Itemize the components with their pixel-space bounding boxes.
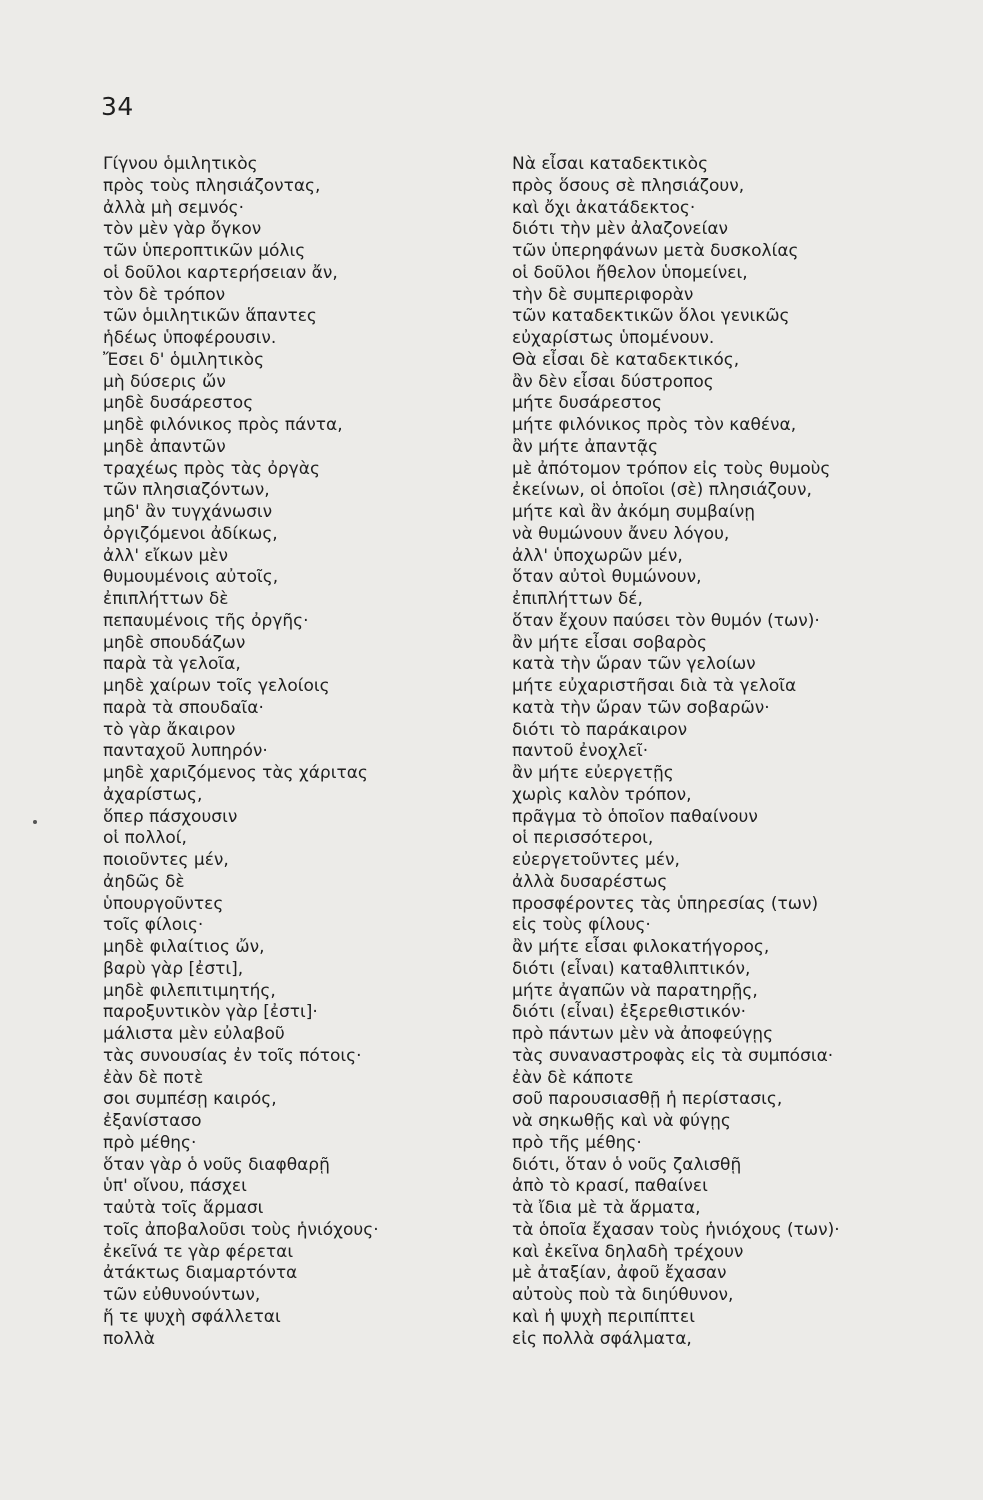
verse-line: τῶν εὐθυνούντων, — [103, 1285, 261, 1305]
modern-greek-column — [512, 154, 932, 1350]
verse-line: ὀργιζόμενοι ἀδίκως, — [103, 523, 278, 544]
verse-line: ποιοῦντες μέν, — [103, 850, 229, 870]
verse-line: τὰ ἴδια μὲ τὰ ἅρματα, — [512, 1198, 701, 1218]
verse-line: μηδὲ ἀπαντῶν — [103, 436, 226, 457]
verse-line: μηδὲ χαίρων τοῖς γελοίοις — [103, 676, 330, 696]
verse-line: ἐκείνων, οἱ ὁποῖοι (σὲ) πλησιάζουν, — [512, 480, 812, 501]
verse-line: νὰ σηκωθῇς καὶ νὰ φύγῃς — [512, 1111, 731, 1131]
verse-line: μηδὲ φιλαίτιος ὤν, — [103, 937, 265, 957]
verse-line: ἐὰν δὲ ποτὲ — [103, 1067, 204, 1088]
verse-line: ἀτάκτως διαμαρτόντα — [103, 1263, 298, 1284]
verse-line: τῶν ὑπερηφάνων μετὰ δυσκολίας — [512, 241, 799, 261]
verse-line: ὅταν ἔχουν παύσει τὸν θυμόν (των)· — [512, 610, 820, 631]
verse-line: ἀλλ' εἴκων μὲν — [103, 545, 229, 566]
verse-line: παρὰ τὰ γελοῖα, — [103, 654, 241, 675]
verse-line: σοῦ παρουσιασθῇ ἡ περίστασις, — [512, 1089, 783, 1110]
verse-line: ἀλλὰ μὴ σεμνός· — [103, 197, 244, 218]
verse-line: τοῖς φίλοις· — [103, 915, 204, 936]
verse-line: Ἔσει δ' ὁμιλητικὸς — [103, 349, 265, 370]
verse-line: καὶ ἡ ψυχὴ περιπίπτει — [512, 1306, 695, 1327]
verse-line: παροξυντικὸν γὰρ [ἐστι]· — [103, 1002, 318, 1023]
verse-line: καὶ ἐκεῖνα δηλαδὴ τρέχουν — [512, 1241, 744, 1262]
verse-line: ἐπιπλήττων δέ, — [512, 589, 643, 609]
verse-line: κατὰ τὴν ὥραν τῶν γελοίων — [512, 654, 756, 675]
verse-line: πρὸ πάντων μὲν νὰ ἀποφεύγῃς — [512, 1024, 774, 1044]
verse-line: ἐπιπλήττων δὲ — [103, 589, 229, 609]
verse-line: διότι (εἶναι) ἐξερεθιστικόν· — [512, 1002, 747, 1023]
verse-line: τὰς συνουσίας ἐν τοῖς πότοις· — [103, 1045, 362, 1066]
verse-line: μάλιστα μὲν εὐλαβοῦ — [103, 1024, 285, 1044]
verse-line: ἥ τε ψυχὴ σφάλλεται — [103, 1306, 281, 1327]
verse-line: ἀλλὰ δυσαρέστως — [512, 871, 668, 892]
verse-line: πρὸς τοὺς πλησιάζοντας, — [103, 175, 321, 196]
verse-line: μήτε καὶ ἂν ἀκόμη συμβαίνῃ — [512, 502, 756, 522]
verse-line: ὑπ' οἴνου, πάσχει — [103, 1176, 247, 1197]
verse-line: τῶν ὁμιλητικῶν ἅπαντες — [103, 306, 317, 327]
verse-line: οἱ πολλοί, — [103, 828, 187, 849]
verse-line: τὰς συναναστροφὰς εἰς τὰ συμπόσια· — [512, 1045, 834, 1066]
verse-line: τὸν μὲν γὰρ ὄγκον — [103, 219, 262, 240]
verse-line: οἱ περισσότεροι, — [512, 828, 654, 849]
verse-line: ὅταν αὐτοὶ θυμώνουν, — [512, 567, 702, 588]
verse-line: πεπαυμένοις τῆς ὀργῆς· — [103, 610, 309, 631]
verse-line: ἀηδῶς δὲ — [103, 871, 185, 892]
verse-line: ἀπὸ τὸ κρασί, παθαίνει — [512, 1176, 708, 1197]
verse-line: ἂν μήτε εἶσαι σοβαρὸς — [512, 632, 708, 653]
verse-line: εἰς τοὺς φίλους· — [512, 915, 651, 936]
verse-line: αὐτοὺς ποὺ τὰ διηύθυνον, — [512, 1285, 734, 1305]
verse-line: μήτε εὐχαριστῆσαι διὰ τὰ γελοῖα — [512, 676, 797, 696]
verse-line: τῶν καταδεκτικῶν ὅλοι γενικῶς — [512, 306, 790, 327]
verse-line: τραχέως πρὸς τὰς ὀργὰς — [103, 458, 320, 479]
verse-line: Νὰ εἶσαι καταδεκτικὸς — [512, 154, 709, 174]
verse-line: πανταχοῦ λυπηρόν· — [103, 741, 268, 762]
verse-line: ὅπερ πάσχουσιν — [103, 806, 238, 827]
verse-line: μὲ ἀταξίαν, ἀφοῦ ἔχασαν — [512, 1263, 727, 1284]
verse-line: τὰ ὁποῖα ἔχασαν τοὺς ἡνιόχους (των)· — [512, 1219, 840, 1240]
verse-line: ἂν δὲν εἶσαι δύστροπος — [512, 371, 714, 392]
verse-line: προσφέροντες τὰς ὑπηρεσίας (των) — [512, 893, 819, 914]
verse-line: νὰ θυμώνουν ἄνευ λόγου, — [512, 523, 730, 544]
verse-line: πρὸς ὅσους σὲ πλησιάζουν, — [512, 175, 745, 196]
verse-line: ἐξανίστασο — [103, 1111, 202, 1131]
verse-line: τῶν πλησιαζόντων, — [103, 480, 270, 501]
verse-line: μὴ δύσερις ὤν — [103, 371, 226, 392]
verse-line: Θὰ εἶσαι δὲ καταδεκτικός, — [512, 349, 740, 370]
page-number: 34 — [101, 92, 134, 121]
verse-line: διότι (εἶναι) καταθλιπτικόν, — [512, 958, 751, 979]
verse-line: τὴν δὲ συμπεριφορὰν — [512, 284, 694, 305]
verse-line: μὲ ἀπότομον τρόπον εἰς τοὺς θυμοὺς — [512, 458, 831, 479]
verse-line: πρὸ μέθης· — [103, 1132, 197, 1153]
margin-speck — [33, 820, 37, 824]
verse-line: πολλὰ — [103, 1328, 155, 1349]
verse-line: οἱ δοῦλοι καρτερήσειαν ἄν, — [103, 262, 338, 283]
verse-line: παρὰ τὰ σπουδαῖα· — [103, 697, 264, 718]
verse-line: σοι συμπέσῃ καιρός, — [103, 1089, 277, 1110]
verse-line: μήτε ἀγαπῶν νὰ παρατηρῇς, — [512, 980, 758, 1001]
verse-line: τῶν ὑπεροπτικῶν μόλις — [103, 241, 306, 261]
verse-line: ἡδέως ὑποφέρουσιν. — [103, 328, 277, 348]
verse-line: διότι τὸ παράκαιρον — [512, 719, 688, 740]
verse-line: μήτε δυσάρεστος — [512, 393, 663, 414]
verse-line: πρᾶγμα τὸ ὁποῖον παθαίνουν — [512, 806, 758, 827]
verse-line: ἀχαρίστως, — [103, 784, 203, 805]
verse-line: ταὐτὰ τοῖς ἅρμασι — [103, 1198, 264, 1218]
verse-line: μηδὲ φιλόνικος πρὸς πάντα, — [103, 415, 343, 435]
verse-line: ἂν μήτε εὐεργετῇς — [512, 763, 674, 783]
verse-line: τὸν δὲ τρόπον — [103, 284, 226, 305]
verse-line: πρὸ τῆς μέθης· — [512, 1132, 642, 1153]
verse-line: εὐχαρίστως ὑπομένουν. — [512, 328, 715, 348]
verse-line: παντοῦ ἐνοχλεῖ· — [512, 741, 649, 762]
verse-line: εἰς πολλὰ σφάλματα, — [512, 1328, 692, 1349]
verse-line: μηδὲ δυσάρεστος — [103, 393, 254, 414]
verse-line: χωρὶς καλὸν τρόπον, — [512, 784, 692, 805]
verse-line: ἐκεῖνά τε γὰρ φέρεται — [103, 1241, 294, 1262]
verse-line: ἀλλ' ὑποχωρῶν μέν, — [512, 545, 683, 566]
verse-line: μήτε φιλόνικος πρὸς τὸν καθένα, — [512, 415, 797, 435]
verse-line: ὑπουργοῦντες — [103, 893, 224, 914]
verse-line: εὐεργετοῦντες μέν, — [512, 850, 680, 870]
verse-line: τὸ γὰρ ἄκαιρον — [103, 719, 236, 740]
verse-line: κατὰ τὴν ὥραν τῶν σοβαρῶν· — [512, 697, 770, 718]
verse-line: καὶ ὄχι ἀκατάδεκτος· — [512, 197, 696, 218]
verse-line: διότι, ὅταν ὁ νοῦς ζαλισθῇ — [512, 1154, 742, 1175]
verse-line: μηδ' ἂν τυγχάνωσιν — [103, 502, 273, 522]
verse-line: μηδὲ σπουδάζων — [103, 632, 246, 653]
verse-line: Γίγνου ὁμιλητικὸς — [103, 154, 258, 174]
verse-line: διότι τὴν μὲν ἀλαζονείαν — [512, 219, 729, 240]
verse-line: μηδὲ φιλεπιτιμητής, — [103, 980, 276, 1001]
verse-line: ἂν μήτε εἶσαι φιλοκατήγορος, — [512, 937, 770, 957]
verse-line: μηδὲ χαριζόμενος τὰς χάριτας — [103, 763, 368, 783]
ancient-greek-column — [103, 154, 498, 1350]
verse-line: βαρὺ γὰρ [ἐστι], — [103, 958, 244, 979]
verse-line: οἱ δοῦλοι ἤθελον ὑπομείνει, — [512, 262, 748, 283]
verse-line: θυμουμένοις αὐτοῖς, — [103, 567, 279, 588]
verse-line: ἐὰν δὲ κάποτε — [512, 1067, 634, 1088]
verse-line: ἂν μήτε ἀπαντᾷς — [512, 436, 659, 457]
verse-line: ὅταν γὰρ ὁ νοῦς διαφθαρῇ — [103, 1154, 330, 1175]
verse-line: τοῖς ἀποβαλοῦσι τοὺς ἡνιόχους· — [103, 1219, 379, 1240]
